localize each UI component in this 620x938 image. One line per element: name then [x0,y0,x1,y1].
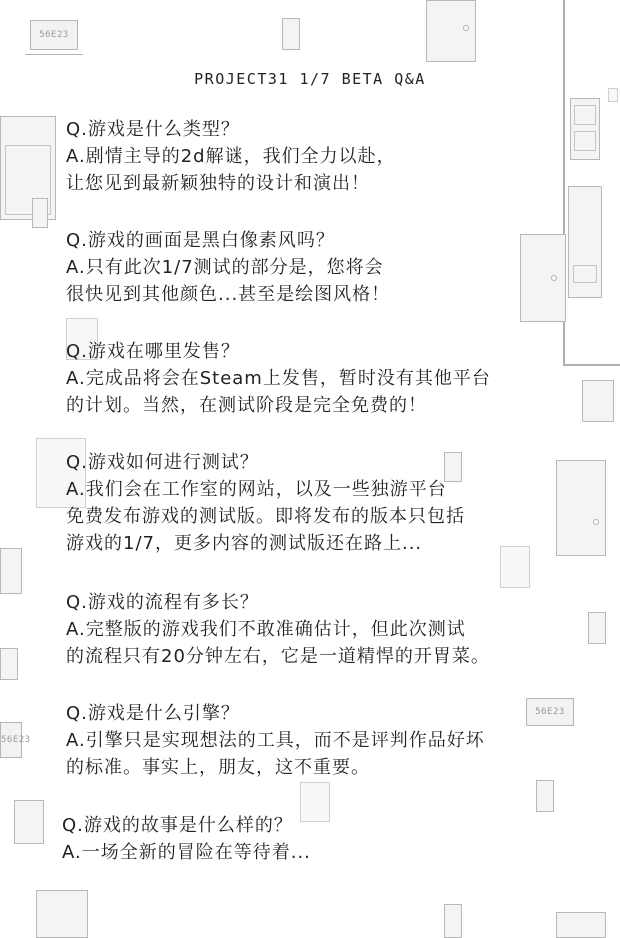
answer-text: A.一场全新的冒险在等待着... [62,842,311,863]
question-text: Q.游戏的故事是什么样的？ [62,815,293,836]
cabinet-icon [36,890,88,938]
question-text: Q.游戏如何进行测试？ [66,452,259,473]
answer-text: A.引擎只是实现想法的工具，而不是评判作品好坏 [66,730,485,751]
cabinet-icon [14,800,44,844]
monitor-icon [0,722,31,758]
answer-text: A.我们会在工作室的网站，以及一些独游平台 [66,479,447,500]
cabinet-icon [556,912,606,938]
answer-text: 的计划。当然，在测试阶段是完全免费的！ [66,395,427,416]
chair-icon [282,18,300,50]
question-text: Q.游戏的流程有多长？ [66,592,259,613]
cabinet-icon [0,548,22,594]
answer-text: 让您见到最新颖独特的设计和演出！ [66,173,370,194]
monitor-label: 56E23 [535,707,565,717]
chair-icon [536,780,554,812]
question-text: Q.游戏的画面是黑白像素风吗？ [66,230,335,251]
answer-text: A.完成品将会在Steam上发售，暂时没有其他平台 [66,368,491,389]
qa-item-testing [66,449,596,557]
qa-item-length [66,589,596,670]
qa-item-genre [66,116,596,197]
chair-icon [0,648,18,680]
question-text: Q.游戏在哪里发售？ [66,341,240,362]
answer-text: A.只有此次1/7测试的部分是，您将会 [66,257,384,278]
picture-icon [608,88,618,102]
answer-text: 的流程只有20分钟左右，它是一道精悍的开胃菜。 [66,646,490,667]
door-icon [426,0,476,62]
answer-text: A.剧情主导的2d解谜，我们全力以赴， [66,146,396,167]
answer-text: 游戏的1/7，更多内容的测试版还在路上... [66,533,423,554]
monitor-icon [30,20,78,50]
chair-icon [32,198,48,228]
monitor-label: 56E23 [1,735,31,745]
qa-item-art-style [66,227,596,308]
question-text: Q.游戏是什么引擎？ [66,703,240,724]
chair-icon [444,904,462,938]
answer-text: 很快见到其他颜色...甚至是绘图风格！ [66,284,391,305]
qa-item-release [66,338,596,419]
answer-text: 的标准。事实上，朋友，这不重要。 [66,757,370,778]
question-text: Q.游戏是什么类型？ [66,119,240,140]
page-title: PROJECT31 1/7 BETA Q&A [194,70,426,88]
qa-item-story [62,812,592,866]
answer-text: 免费发布游戏的测试版。即将发布的版本只包括 [66,506,465,527]
answer-text: A.完整版的游戏我们不敢准确估计，但此次测试 [66,619,466,640]
qa-item-engine [66,700,596,781]
monitor-label: 56E23 [39,30,69,40]
